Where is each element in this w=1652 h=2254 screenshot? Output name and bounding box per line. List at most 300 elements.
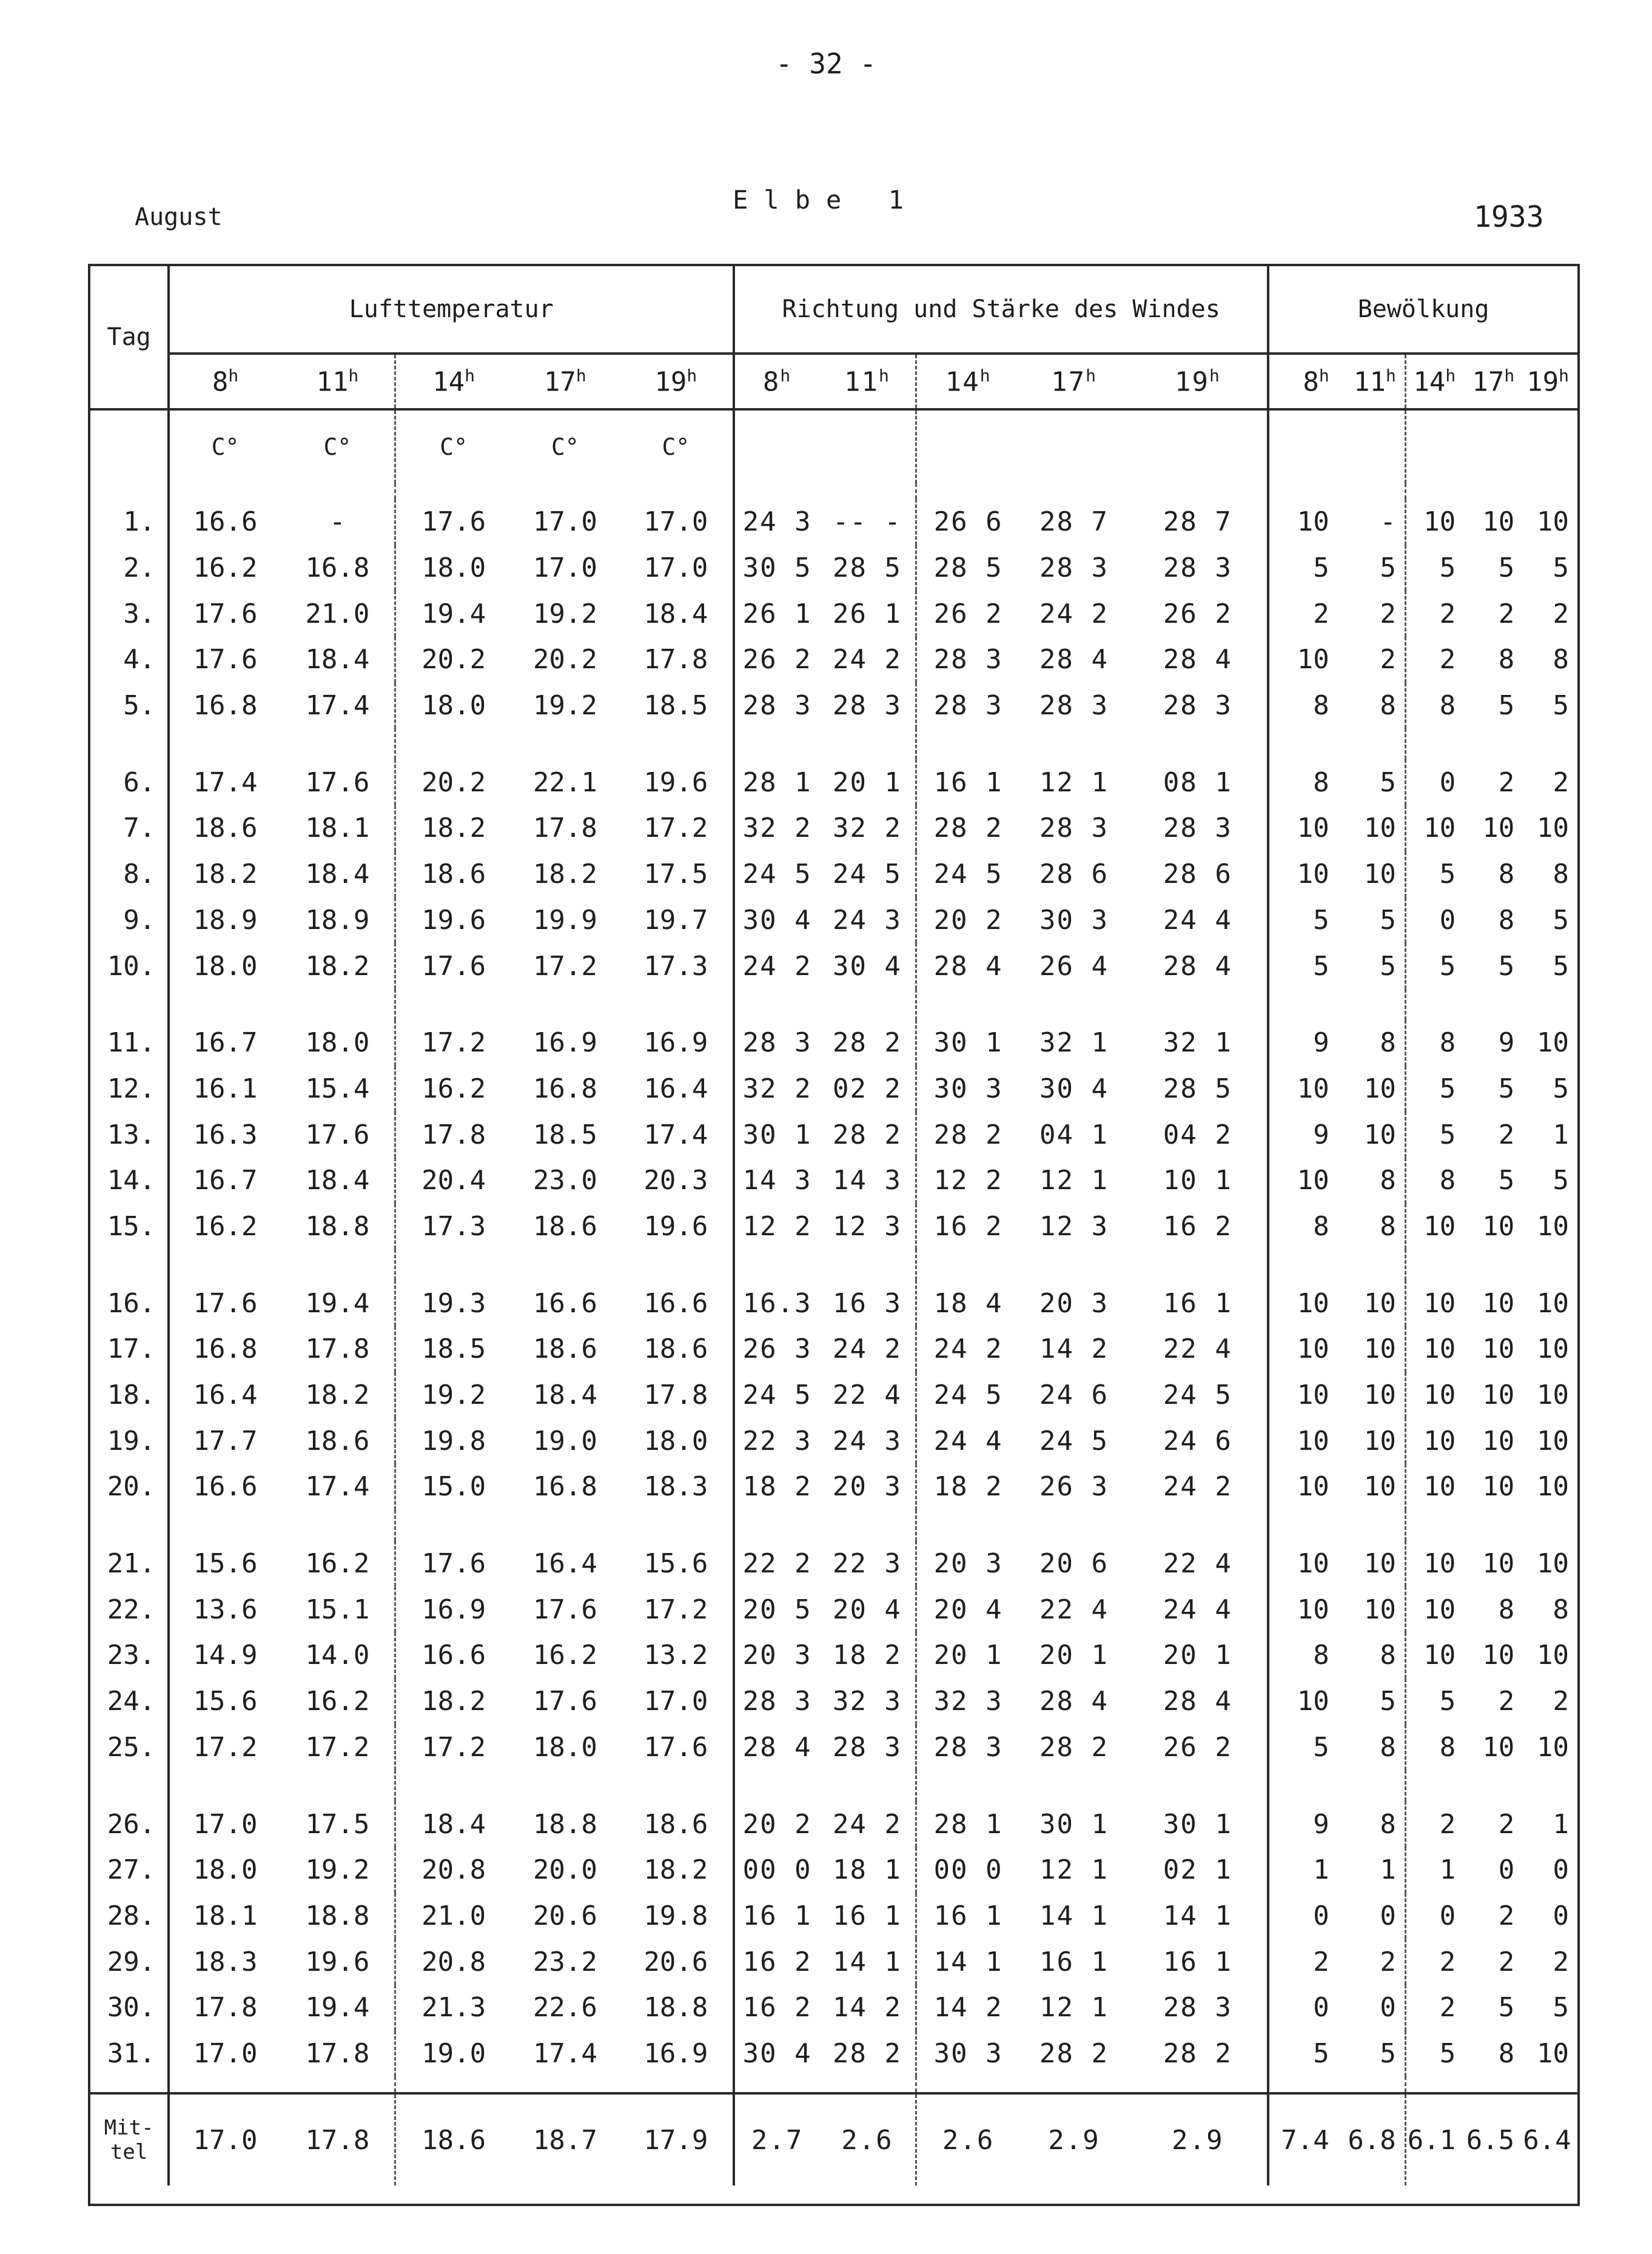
cloud-value: 10: [1268, 851, 1338, 897]
wind-value: 20 3: [1039, 1287, 1109, 1319]
wind-value: 24 2: [832, 644, 902, 676]
temp-value: 17.4: [305, 690, 370, 722]
cloud-value: 8: [1380, 1027, 1396, 1059]
temp-value: 16.6: [193, 1471, 258, 1503]
wind-value: 12 2: [734, 1204, 819, 1250]
gap-cell: [819, 1249, 916, 1280]
temp-value: 17.8: [532, 813, 597, 844]
wind-value: 16 1: [916, 1893, 1019, 1939]
wind-value: 26 3: [734, 1326, 819, 1372]
cloud-value: 10: [1405, 1541, 1464, 1587]
cloud-value: 10: [1363, 813, 1396, 844]
wind-value: 28 3: [734, 1020, 819, 1066]
temp-hour-11: 11$^h$: [281, 354, 395, 409]
cloud-value: 10: [1537, 1731, 1569, 1763]
temp-value: 21.0: [395, 1893, 511, 1939]
wind-value: 30 3: [916, 2031, 1019, 2077]
wind-value: 26 2: [734, 637, 819, 683]
cloud-value: 10: [1363, 1425, 1396, 1457]
unit-label: C°: [551, 434, 579, 460]
row-gap: [90, 728, 1577, 759]
day-number: 14.: [90, 1158, 169, 1204]
temp-value: 18.6: [305, 1425, 370, 1457]
temp-value: 15.1: [305, 1594, 370, 1625]
wind-value: 20 1: [832, 766, 902, 798]
wind-value: 28 3: [1039, 690, 1109, 722]
gap-cell: [511, 1249, 619, 1280]
wind-value: 20 1: [1039, 1640, 1109, 1671]
cloud-value: 5: [1268, 545, 1338, 591]
cloud-value: 2: [1498, 598, 1515, 629]
gap-cell: [281, 483, 395, 499]
temp-value: -: [329, 506, 346, 538]
wind-value: 18 2: [734, 1464, 819, 1510]
wind-value: 24 5: [916, 851, 1019, 897]
cloud-value: 5: [1268, 943, 1338, 989]
cloud-value: 0: [1380, 1900, 1396, 1931]
cloud-value: 10: [1537, 813, 1569, 844]
wind-hour-19: 19$^h$: [1129, 354, 1268, 409]
wind-value: 08 1: [1163, 766, 1232, 798]
temp-value: 17.2: [643, 1594, 708, 1625]
wind-hour-8: 8$^h$: [734, 354, 819, 409]
wind-value: 24 3: [832, 1425, 902, 1457]
cloud-value: 10: [1482, 1471, 1515, 1503]
gap-cell: [511, 1510, 619, 1541]
temp-value: 22.6: [532, 1992, 597, 2024]
unit-empty: [1523, 409, 1577, 483]
temp-value: 16.9: [532, 1027, 597, 1059]
wind-value: 28 4: [1163, 1686, 1232, 1717]
page-number: - 32 -: [775, 47, 877, 80]
temp-value: 16.3: [193, 1119, 258, 1150]
wind-value: 12 3: [832, 1210, 902, 1242]
temp-value: 16.4: [532, 1548, 597, 1580]
cloud-value: 10: [1268, 1418, 1338, 1464]
gap-cell: [1019, 2076, 1128, 2093]
temp-value: 19.4: [305, 1992, 370, 2024]
cloud-value: 5: [1268, 1725, 1338, 1771]
cloud-value: 5: [1405, 2031, 1464, 2077]
mean-temp-value: 17.0: [169, 2093, 281, 2185]
cloud-value: 0: [1553, 1854, 1569, 1886]
temp-hour-19: 19$^h$: [619, 354, 734, 409]
day-number: 4.: [90, 637, 169, 683]
temp-value: 22.1: [532, 766, 597, 798]
wind-value: 28 3: [1163, 813, 1232, 844]
temp-value: 17.8: [193, 1992, 258, 2024]
gap-cell: [169, 483, 281, 499]
temp-value: 20.8: [395, 1939, 511, 1985]
wind-value: 28 3: [734, 1679, 819, 1725]
wind-value: 30 1: [734, 1112, 819, 1158]
wind-value: 28 3: [1163, 690, 1232, 722]
cloud-value: 5: [1498, 1992, 1515, 2024]
cloud-value: 10: [1405, 1280, 1464, 1326]
wind-value: 12 1: [1039, 766, 1109, 798]
temp-value: 16.2: [305, 1548, 370, 1580]
cloud-value: 10: [1482, 1731, 1515, 1763]
cloud-value: 10: [1268, 499, 1338, 545]
gap-cell: [734, 989, 819, 1020]
gap-cell: [511, 989, 619, 1020]
wind-value: 24 5: [1163, 1380, 1232, 1411]
temp-value: 18.0: [532, 1731, 597, 1763]
unit-label: C°: [395, 409, 511, 483]
units-row: [90, 409, 1577, 483]
cloud-value: 5: [1553, 1992, 1569, 2024]
temp-value: 17.3: [395, 1204, 511, 1250]
wind-value: 18 2: [832, 1640, 902, 1671]
wind-value: 26 2: [1163, 1731, 1232, 1763]
wind-value: 04 2: [1163, 1119, 1232, 1150]
wind-value: 04 1: [1039, 1119, 1109, 1150]
table-row: [90, 1418, 1577, 1464]
gap-cell: [916, 483, 1019, 499]
gap-cell: [1129, 1249, 1268, 1280]
gap-cell: [1268, 989, 1338, 1020]
temp-value: 16.8: [532, 1471, 597, 1503]
gap-cell: [734, 483, 819, 499]
wind-value: 28 2: [1163, 2038, 1232, 2069]
cloud-value: 5: [1498, 1073, 1515, 1104]
table-row: [90, 1586, 1577, 1632]
temp-value: 18.2: [395, 1679, 511, 1725]
mean-wind-value: 2.7: [734, 2093, 819, 2185]
cloud-value: 2: [1553, 766, 1569, 798]
cloud-value: 8: [1405, 683, 1464, 729]
cloud-value: 1: [1268, 1847, 1338, 1893]
temp-value: 19.4: [395, 591, 511, 637]
wind-hour-17: 17$^h$: [1019, 354, 1128, 409]
temp-value: 18.0: [395, 545, 511, 591]
gap-cell: [916, 989, 1019, 1020]
temp-value: 16.6: [532, 1287, 597, 1319]
cloud-value: 9: [1268, 1801, 1338, 1847]
day-number: 26.: [90, 1801, 169, 1847]
wind-value: 16 1: [832, 1900, 902, 1931]
cloud-value: 10: [1537, 1210, 1569, 1242]
day-number: 13.: [90, 1112, 169, 1158]
day-number: 11.: [90, 1020, 169, 1066]
wind-value: 26 1: [832, 598, 902, 629]
wind-value: 32 2: [832, 813, 902, 844]
wind-value: 28 4: [916, 943, 1019, 989]
gap-cell: [1405, 2076, 1464, 2093]
wind-value: 16 1: [734, 1893, 819, 1939]
wind-value: 26 6: [916, 499, 1019, 545]
wind-value: 26 2: [1163, 598, 1232, 629]
gap-cell: [1019, 1770, 1128, 1801]
day-number: 27.: [90, 1847, 169, 1893]
cloud-value: 8: [1405, 1158, 1464, 1204]
temp-value: 18.5: [532, 1119, 597, 1150]
wind-value: 14 2: [832, 1992, 902, 2024]
gap-cell: [395, 1770, 511, 1801]
temp-value: 17.3: [643, 950, 708, 982]
gap-cell: [169, 1510, 281, 1541]
mean-temp-value: 17.8: [281, 2093, 395, 2185]
cloud-value: 5: [1380, 552, 1396, 584]
table-row: [90, 1541, 1577, 1587]
temp-value: 17.6: [193, 644, 258, 676]
temp-hour-14: 14$^h$: [395, 354, 511, 409]
cloud-value: 10: [1405, 1418, 1464, 1464]
cloud-value: 10: [1268, 1280, 1338, 1326]
gap-cell: [281, 1249, 395, 1280]
wind-value: 30 3: [916, 1066, 1019, 1112]
cloud-value: 8: [1553, 644, 1569, 676]
gap-cell: [734, 1249, 819, 1280]
day-number: 31.: [90, 2031, 169, 2077]
temp-value: 18.6: [395, 851, 511, 897]
cloud-value: 10: [1537, 1471, 1569, 1503]
unit-empty: [1405, 409, 1464, 483]
table-row: [90, 545, 1577, 591]
day-number: 18.: [90, 1372, 169, 1418]
gap-cell: [1338, 483, 1406, 499]
cloud-value: 10: [1363, 1073, 1396, 1104]
wind-value: 32 1: [1039, 1027, 1109, 1059]
wind-value: 12 1: [1039, 1165, 1109, 1196]
wind-value: 20 4: [916, 1586, 1019, 1632]
cloud-value: 9: [1268, 1020, 1338, 1066]
wind-value: 30 4: [734, 2031, 819, 2077]
cloud-value: 2: [1405, 1985, 1464, 2031]
temp-value: 23.0: [532, 1165, 597, 1196]
cloud-value: 8: [1405, 1020, 1464, 1066]
temp-value: 16.8: [305, 552, 370, 584]
day-number: 6.: [90, 759, 169, 805]
gap-cell: [1338, 2076, 1406, 2093]
day-number: 10.: [90, 943, 169, 989]
table-row: [90, 637, 1577, 683]
gap-day-cell: [90, 483, 169, 499]
wind-value: 24 5: [916, 1372, 1019, 1418]
gap-cell: [619, 1770, 734, 1801]
row-gap: [90, 989, 1577, 1020]
temp-value: 19.2: [305, 1854, 370, 1886]
gap-day-cell: [90, 1510, 169, 1541]
mean-cloud-value: 6.1: [1405, 2093, 1464, 2185]
gap-cell: [1129, 728, 1268, 759]
temp-value: 17.0: [643, 1686, 708, 1717]
temp-value: 16.2: [532, 1640, 597, 1671]
wind-value: 24 5: [1039, 1425, 1109, 1457]
temp-value: 23.2: [532, 1946, 597, 1977]
cloud-value: 2: [1268, 1939, 1338, 1985]
cloud-value: 8: [1405, 1725, 1464, 1771]
temp-value: 18.6: [532, 1210, 597, 1242]
clouds-hour-17: 17$^h$: [1464, 354, 1523, 409]
cloud-value: 5: [1405, 545, 1464, 591]
cloud-value: 1: [1553, 1808, 1569, 1840]
cloud-value: 8: [1268, 1204, 1338, 1250]
cloud-value: 10: [1537, 2038, 1569, 2069]
cloud-value: 10: [1405, 1326, 1464, 1372]
cloud-value: 0: [1268, 1893, 1338, 1939]
wind-value: 26 3: [1039, 1471, 1109, 1503]
mean-wind-value: 2.9: [1019, 2093, 1128, 2185]
wind-value: 32 3: [916, 1679, 1019, 1725]
wind-hour-11: 11$^h$: [819, 354, 916, 409]
day-number: 9.: [90, 897, 169, 944]
gap-cell: [1405, 728, 1464, 759]
temp-value: 19.8: [395, 1418, 511, 1464]
wind-value: 20 2: [734, 1801, 819, 1847]
temp-value: 16.7: [193, 1027, 258, 1059]
wind-value: 30 1: [1039, 1808, 1109, 1840]
cloud-value: 2: [1380, 644, 1396, 676]
gap-cell: [619, 1510, 734, 1541]
wind-value: 20 4: [832, 1594, 902, 1625]
gap-cell: [819, 989, 916, 1020]
temp-value: 17.0: [532, 506, 597, 538]
day-number: 29.: [90, 1939, 169, 1985]
table-row: [90, 1847, 1577, 1893]
wind-value: 28 2: [832, 1119, 902, 1150]
cloud-value: 8: [1498, 904, 1515, 936]
temp-value: 18.4: [305, 1165, 370, 1196]
temp-value: 17.7: [193, 1425, 258, 1457]
temp-value: 17.8: [643, 644, 708, 676]
gap-cell: [1129, 483, 1268, 499]
cloud-value: 10: [1482, 1425, 1515, 1457]
gap-cell: [1268, 1510, 1338, 1541]
day-number: 24.: [90, 1679, 169, 1725]
wind-value: 28 2: [832, 2038, 902, 2069]
table-row: [90, 851, 1577, 897]
cloud-value: 10: [1268, 1464, 1338, 1510]
gap-cell: [734, 728, 819, 759]
cloud-value: 10: [1482, 1210, 1515, 1242]
air-temp-header: Lufttemperatur: [169, 266, 734, 354]
wind-value: 16 2: [1163, 1210, 1232, 1242]
gap-cell: [395, 483, 511, 499]
gap-cell: [1405, 989, 1464, 1020]
day-number: 8.: [90, 851, 169, 897]
table-row: [90, 759, 1577, 805]
row-gap: [90, 1770, 1577, 1801]
temp-value: 16.6: [193, 506, 258, 538]
temp-value: 17.2: [193, 1731, 258, 1763]
day-number: 19.: [90, 1418, 169, 1464]
wind-value: 16 3: [832, 1287, 902, 1319]
cloud-value: 10: [1405, 1464, 1464, 1510]
gap-cell: [1464, 1770, 1523, 1801]
cloud-value: 5: [1380, 950, 1396, 982]
temp-value: 19.2: [532, 690, 597, 722]
temp-value: 18.8: [643, 1992, 708, 2024]
wind-value: 28 3: [1163, 1992, 1232, 2024]
wind-value: 14 1: [832, 1946, 902, 1977]
temp-value: 16.8: [532, 1073, 597, 1104]
temp-value: 18.5: [643, 690, 708, 722]
gap-cell: [1268, 728, 1338, 759]
cloud-value: 10: [1482, 1548, 1515, 1580]
wind-value: 28 2: [916, 1112, 1019, 1158]
wind-value: 24 5: [832, 859, 902, 890]
temp-value: 17.2: [305, 1731, 370, 1763]
gap-day-cell: [90, 2076, 169, 2093]
wind-value: 28 2: [832, 1027, 902, 1059]
gap-cell: [819, 2076, 916, 2093]
temp-value: 18.2: [395, 805, 511, 851]
wind-value: 30 4: [832, 950, 902, 982]
wind-value: 20 6: [1039, 1548, 1109, 1580]
wind-value: 28 5: [832, 552, 902, 584]
wind-value: 14 3: [832, 1165, 902, 1196]
temp-value: 17.8: [395, 1112, 511, 1158]
wind-value: 26 2: [916, 591, 1019, 637]
wind-value: 32 3: [832, 1686, 902, 1717]
gap-cell: [395, 1249, 511, 1280]
wind-value: 24 2: [832, 1333, 902, 1365]
cloud-value: 5: [1498, 1165, 1515, 1196]
mean-cloud-value: 6.4: [1523, 2093, 1577, 2185]
clouds-hour-14: 14$^h$: [1405, 354, 1464, 409]
wind-value: 18 4: [916, 1280, 1019, 1326]
wind-value: 16 2: [734, 1985, 819, 2031]
wind-value: 16 1: [916, 759, 1019, 805]
temp-value: 16.8: [193, 1333, 258, 1365]
wind-value: 16 1: [1039, 1946, 1109, 1977]
temp-value: 16.9: [395, 1586, 511, 1632]
temp-value: 16.1: [193, 1073, 258, 1104]
unit-empty: [1338, 409, 1406, 483]
cloud-value: 8: [1268, 759, 1338, 805]
gap-cell: [1268, 1249, 1338, 1280]
gap-cell: [1464, 1249, 1523, 1280]
cloud-value: 5: [1268, 897, 1338, 944]
day-number: 12.: [90, 1066, 169, 1112]
unit-empty: [916, 409, 1019, 483]
wind-value: 14 2: [916, 1985, 1019, 2031]
wind-value: 20 5: [734, 1586, 819, 1632]
temp-value: 18.2: [643, 1854, 708, 1886]
wind-value: 28 3: [916, 1725, 1019, 1771]
temp-value: 17.8: [643, 1380, 708, 1411]
gap-cell: [511, 2076, 619, 2093]
day-number: 23.: [90, 1632, 169, 1679]
unit-empty: [1019, 409, 1128, 483]
cloud-value: 0: [1405, 759, 1464, 805]
cloud-value: 10: [1268, 1066, 1338, 1112]
cloud-value: 0: [1405, 897, 1464, 944]
cloud-value: 8: [1380, 1210, 1396, 1242]
cloud-value: 5: [1380, 2038, 1396, 2069]
temp-value: 18.2: [193, 859, 258, 890]
gap-cell: [1019, 483, 1128, 499]
gap-day-cell: [90, 728, 169, 759]
wind-value: 26 1: [734, 591, 819, 637]
gap-cell: [1523, 1249, 1577, 1280]
wind-value: 02 2: [832, 1073, 902, 1104]
cloud-value: -: [1380, 506, 1396, 538]
cloud-value: 10: [1405, 1204, 1464, 1250]
cloud-value: 5: [1553, 1073, 1569, 1104]
table-row: [90, 1893, 1577, 1939]
wind-value: 28 4: [1163, 644, 1232, 676]
unit-empty: [1129, 409, 1268, 483]
gap-day-cell: [90, 1249, 169, 1280]
wind-value: 14 1: [916, 1939, 1019, 1985]
cloud-value: 10: [1537, 1425, 1569, 1457]
wind-value: 28 2: [1039, 2038, 1109, 2069]
cloud-value: 5: [1268, 2031, 1338, 2077]
cloud-value: 5: [1553, 690, 1569, 722]
wind-value: 28 3: [1039, 552, 1109, 584]
